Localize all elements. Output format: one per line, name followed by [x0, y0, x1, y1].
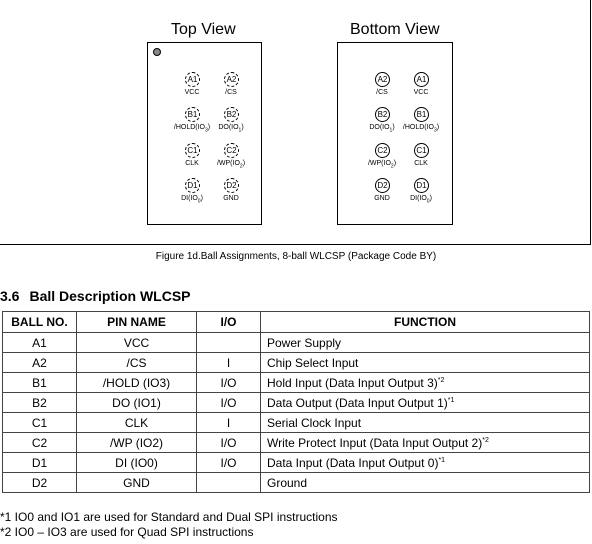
cell-ball-no: B1	[3, 373, 77, 393]
ball-label-a2: /CS	[376, 89, 388, 96]
table-row	[3, 413, 590, 433]
cell-ball-no: D1	[3, 453, 77, 473]
ball-d1: D1	[414, 178, 429, 193]
section-heading	[0, 288, 191, 304]
bottom-view-package	[337, 42, 453, 225]
table-row	[3, 393, 590, 413]
cell-function: Hold Input (Data Input Output 3)$^{*2}$	[261, 373, 590, 393]
ball-label-d1: $DI(IO_0)$	[410, 195, 432, 205]
figure-caption: Figure 1d.Ball Assignments, 8-ball WLCSP (Package Code BY)	[155, 251, 437, 262]
ball-c1: C1	[185, 143, 200, 158]
cell-io: I/O	[197, 433, 261, 453]
cell-function: Power Supply	[261, 333, 590, 353]
header-pin-name: PIN NAME	[77, 312, 197, 333]
section-title: Ball Description WLCSP	[29, 288, 191, 304]
ball-b2: B2	[224, 107, 239, 122]
cell-io	[197, 333, 261, 353]
cell-ball-no: A1	[3, 333, 77, 353]
ball-c2: C2	[224, 143, 239, 158]
table-row	[3, 373, 590, 393]
footnote-ref: *1	[447, 396, 455, 404]
cell-pin-name: /WP (IO2)	[77, 433, 197, 453]
cell-function: Chip Select Input	[261, 353, 590, 373]
cell-pin-name: GND	[77, 473, 197, 493]
figure-frame	[0, 0, 591, 245]
cell-io: I	[197, 413, 261, 433]
cell-io: I/O	[197, 393, 261, 413]
ball-b1: B1	[185, 107, 200, 122]
cell-function: Data Input (Data Input Output 0)$^{*1}$	[261, 453, 590, 473]
table-row	[3, 453, 590, 473]
cell-pin-name: CLK	[77, 413, 197, 433]
ball-c1: C1	[414, 143, 429, 158]
cell-pin-name: VCC	[77, 333, 197, 353]
table-row	[3, 473, 590, 493]
cell-io: I/O	[197, 453, 261, 473]
ball-label-b1: $/HOLD(IO_3)$	[402, 124, 440, 134]
cell-function: Write Protect Input (Data Input Output 2)$^{*2}$	[261, 433, 590, 453]
cell-function: Data Output (Data Input Output 1)$^{*1}$	[261, 393, 590, 413]
ball-label-b2: $DO(IO_1)$	[369, 124, 395, 134]
ball-label-c1: CLK	[185, 160, 199, 167]
top-view-package	[147, 42, 262, 225]
ball-label-c2: $/WP(IO_2)$	[216, 160, 246, 170]
cell-io	[197, 473, 261, 493]
header-ball-no: BALL NO.	[3, 312, 77, 333]
table-row	[3, 353, 590, 373]
section-number: 3.6	[0, 288, 20, 304]
cell-ball-no: D2	[3, 473, 77, 493]
header-function: FUNCTION	[261, 312, 590, 333]
header-io: I/O	[197, 312, 261, 333]
table-row	[3, 433, 590, 453]
ball-a2: A2	[375, 72, 390, 87]
ball-b1: B1	[414, 107, 429, 122]
ball-b2: B2	[375, 107, 390, 122]
cell-pin-name: DI (IO0)	[77, 453, 197, 473]
ball-label-a1: VCC	[184, 89, 200, 96]
ball-label-b2: $DO(IO_1)$	[218, 124, 244, 134]
table-header-row	[3, 312, 590, 333]
top-view-title: Top View	[171, 21, 236, 38]
ball-label-a2: /CS	[225, 89, 237, 96]
footnote-ref: *2	[437, 376, 445, 384]
cell-ball-no: C1	[3, 413, 77, 433]
ball-a2: A2	[224, 72, 239, 87]
ball-a1: A1	[185, 72, 200, 87]
ball-label-d2: GND	[223, 195, 239, 202]
cell-function: Serial Clock Input	[261, 413, 590, 433]
cell-io: I/O	[197, 373, 261, 393]
ball-label-b1: $/HOLD(IO_3)$	[173, 124, 211, 134]
ball-label-d1: $DI(IO_0)$	[181, 195, 203, 205]
cell-ball-no: B2	[3, 393, 77, 413]
cell-ball-no: C2	[3, 433, 77, 453]
footnote-ref: *1	[438, 456, 446, 464]
ball-label-d2: GND	[374, 195, 390, 202]
footnote-1: *1 IO0 and IO1 are used for Standard and Dual SPI instructions	[0, 510, 338, 524]
ball-label-c2: $/WP(IO_2)$	[367, 160, 397, 170]
ball-a1: A1	[414, 72, 429, 87]
cell-pin-name: DO (IO1)	[77, 393, 197, 413]
ball-label-a1: VCC	[413, 89, 429, 96]
pin1-marker-icon	[153, 48, 161, 56]
table-row	[3, 333, 590, 353]
ball-d1: D1	[185, 178, 200, 193]
cell-io: I	[197, 353, 261, 373]
ball-d2: D2	[375, 178, 390, 193]
cell-pin-name: /CS	[77, 353, 197, 373]
bottom-view-title: Bottom View	[350, 21, 440, 38]
ball-c2: C2	[375, 143, 390, 158]
cell-function: Ground	[261, 473, 590, 493]
footnote-2: *2 IO0 – IO3 are used for Quad SPI instructions	[0, 525, 254, 539]
ball-description-table	[2, 311, 590, 493]
ball-label-c1: CLK	[414, 160, 428, 167]
ball-d2: D2	[224, 178, 239, 193]
cell-pin-name: /HOLD (IO3)	[77, 373, 197, 393]
footnote-ref: *2	[482, 436, 489, 444]
cell-ball-no: A2	[3, 353, 77, 373]
